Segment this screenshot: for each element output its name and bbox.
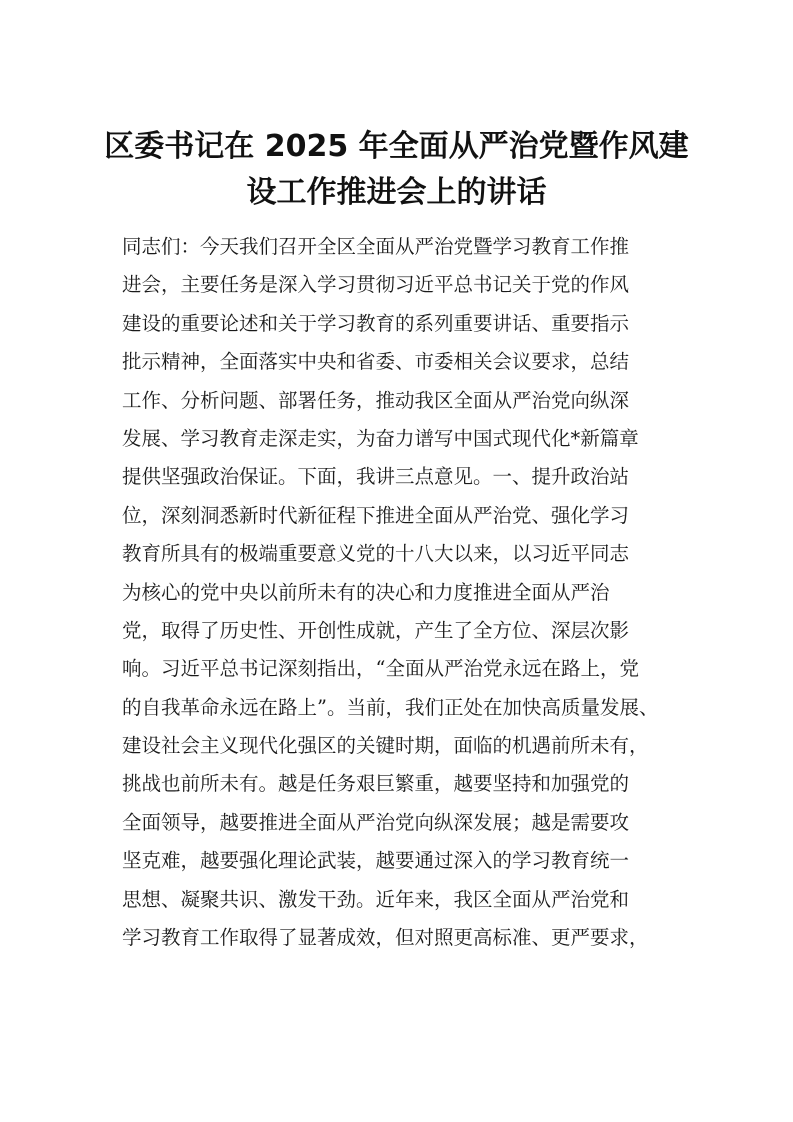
body-line: 提供坚强政治保证。下面，我讲三点意见。一、提升政治站 <box>122 465 630 489</box>
body-line: 发展、学习教育走深走实，为奋力谱写中国式现代化*新篇章 <box>122 426 639 450</box>
body-line: 教育所具有的极端重要意义党的十八大以来，以习近平同志 <box>122 542 630 566</box>
body-line: 进会，主要任务是深入学习贯彻习近平总书记关于党的作风 <box>122 273 630 297</box>
title-line: 区委书记在 2025 年全面从严治党暨作风建 <box>104 129 689 164</box>
body-line: 批示精神，全面落实中央和省委、市委相关会议要求，总结 <box>122 350 630 374</box>
title-line: 设工作推进会上的讲话 <box>246 175 547 210</box>
document-title <box>100 124 693 216</box>
body-line: 全面领导，越要推进全面从严治党向纵深发展；越是需要攻 <box>122 810 630 834</box>
body-line: 工作、分析问题、部署任务，推动我区全面从严治党向纵深 <box>122 388 630 412</box>
body-line: 同志们：今天我们召开全区全面从严治党暨学习教育工作推 <box>122 235 630 258</box>
body-line: 思想、凝聚共识、激发干劲。近年来，我区全面从严治党和 <box>122 887 630 911</box>
body-line: 挑战也前所未有。越是任务艰巨繁重，越要坚持和加强党的 <box>122 772 630 796</box>
body-line: 的自我革命永远在路上”。当前，我们正处在加快高质量发展、 <box>122 695 659 719</box>
body-line: 党，取得了历史性、开创性成就，产生了全方位、深层次影 <box>122 618 630 642</box>
body-line: 坚克难，越要强化理论武装，越要通过深入的学习教育统一 <box>122 849 630 873</box>
body-line: 为核心的党中央以前所未有的决心和力度推进全面从严治 <box>122 580 610 604</box>
body-line: 建设社会主义现代化强区的关键时期，面临的机遇前所未有， <box>122 734 649 758</box>
body-line: 学习教育工作取得了显著成效，但对照更高标准、更严要求， <box>122 926 649 950</box>
document-body <box>122 228 682 957</box>
body-line: 建设的重要论述和关于学习教育的系列重要讲话、重要指示 <box>122 311 630 335</box>
body-line: 位，深刻洞悉新时代新征程下推进全面从严治党、强化学习 <box>122 503 630 527</box>
body-line: 响。习近平总书记深刻指出，“全面从严治党永远在路上，党 <box>122 657 639 681</box>
